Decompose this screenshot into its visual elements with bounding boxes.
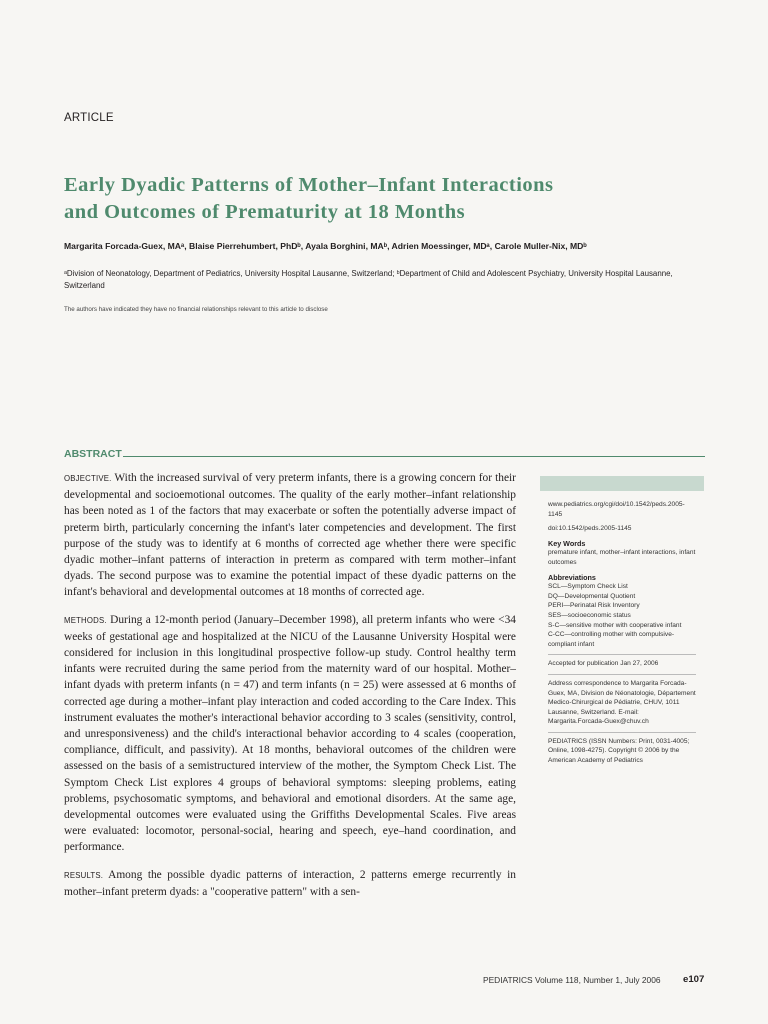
abbreviations-list xyxy=(548,582,696,649)
sidebar-content xyxy=(540,491,704,766)
affiliations: ᵃDivision of Neonatology, Department of Pediatrics, University Hospital Lausanne, Switzerland; ᵇDepartment of Child and Adolescent Psychiatry, University Hospital Lausanne, Switzerland xyxy=(64,269,673,290)
sidebar-band xyxy=(540,476,704,491)
abbreviation-item: C-CC—controlling mother with compulsive-compliant infant xyxy=(548,631,675,648)
results-paragraph xyxy=(64,867,516,900)
objective-paragraph xyxy=(64,470,516,601)
sidebar-divider xyxy=(548,674,696,675)
keywords: premature infant, mother–infant interactions, infant outcomes xyxy=(548,549,696,566)
abstract-heading: ABSTRACT xyxy=(64,448,122,460)
article-type-label: ARTICLE xyxy=(64,112,114,124)
objective-lead: OBJECTIVE. xyxy=(64,474,112,483)
abbreviation-item: SES—socioeconomic status xyxy=(548,611,631,619)
abbreviation-item: PERI—Perinatal Risk Inventory xyxy=(548,602,640,610)
abbreviation-item: SCL—Symptom Check List xyxy=(548,583,628,591)
sidebar-box xyxy=(540,476,704,771)
sidebar-divider xyxy=(548,732,696,733)
page-number: e107 xyxy=(683,974,705,985)
methods-text: During a 12-month period (January–December 1998), all preterm infants who were <34 weeks of gestational age and hospitalized at the NICU of the Lausanne University Hospital were considered for inclusion in this longitudinal prospective follow-up study. Control healthy term infants were recruited during the same period from the maternity ward of our hospital. Mother–infant dyads with preterm infants (n = 47) and term infants (n = 25) were assessed at 6 months of corrected age during a mother–infant play interaction and coded according to the Care Index. This instrument evaluates the mother's interactional behavior according to 3 scales (sensitivity, control, and unresponsiveness) and the child's interactional behavior according to 4 scales (cooperation, compliance, difficult, and passivity). At 18 months, behavioral outcomes of the children were assessed on the basis of a semistructured interview of the mother, the Symptom Check List. The Symptom Check List explores 4 groups of behavioral symptoms: sleeping problems, eating problems, psychosomatic symptoms, and behavioral and emotional disorders. At the same age, developmental outcomes were evaluated using the Griffiths Developmental Scales. Five areas were evaluated: locomotor, personal-social, hearing and speech, eye–hand coordination, and performance. xyxy=(64,613,516,854)
title-line-1: Early Dyadic Patterns of Mother–Infant Interactions xyxy=(64,174,554,196)
sidebar-divider xyxy=(548,654,696,655)
objective-text: With the increased survival of very preterm infants, there is a growing concern for their developmental and socioemotional outcomes. The quality of the early mother–infant relationship has been noted as 1 of the factors that may exacerbate or soften the potentially adverse impact of preterm birth, particularly concerning the infant's later competencies and development. The first purpose of the study was to identify at 6 months of corrected age whether there were specific dyadic mother–infant patterns of interaction in preterm as compared with term mother–infant dyads. The second purpose was to examine the potential impact of these dyadic patterns on the infant's behavioral and developmental outcomes at 18 months of corrected age. xyxy=(64,472,516,599)
abstract-rule xyxy=(123,456,705,457)
journal-footer: PEDIATRICS Volume 118, Number 1, July 2006 xyxy=(483,975,661,985)
abbreviations-heading: Abbreviations xyxy=(548,572,596,582)
methods-lead: METHODS. xyxy=(64,615,107,625)
article-url[interactable]: www.pediatrics.org/cgi/doi/10.1542/peds.2005-1145 xyxy=(548,501,685,518)
results-lead: RESULTS. xyxy=(64,870,104,880)
methods-paragraph xyxy=(64,612,516,856)
abbreviation-item: DQ—Developmental Quotient xyxy=(548,592,636,600)
author-list: Margarita Forcada-Guex, MAᵃ, Blaise Pierrehumbert, PhDᵇ, Ayala Borghini, MAᵇ, Adrien Moessinger, MDᵃ, Carole Muller-Nix, MDᵇ xyxy=(64,241,587,251)
title-line-2: and Outcomes of Prematurity at 18 Months xyxy=(64,201,466,223)
abstract-body xyxy=(64,470,516,911)
article-title xyxy=(64,172,714,226)
results-text: Among the possible dyadic patterns of interaction, 2 patterns emerge recurrently in mother–infant preterm dyads: a "cooperative pattern" with a sen- xyxy=(64,868,517,898)
issn-copyright: PEDIATRICS (ISSN Numbers: Print, 0031-4005; Online, 1098-4275). Copyright © 2006 by the American Academy of Pediatrics xyxy=(548,737,690,765)
accepted-date: Accepted for publication Jan 27, 2006 xyxy=(548,660,659,668)
article-doi: doi:10.1542/peds.2005-1145 xyxy=(548,525,632,533)
abbreviation-item: S-C—sensitive mother with cooperative infant xyxy=(548,621,682,629)
financial-disclosure: The authors have indicated they have no financial relationships relevant to this article to disclose xyxy=(64,306,328,313)
keywords-heading: Key Words xyxy=(548,538,586,548)
correspondence: Address correspondence to Margarita Forcada-Guex, MA, Division de Néonatologie, Département Medico-Chirurgical de Pédiatrie, CHUV, 1011 Lausanne, Switzerland. E-mail: Margarita.Forcada-Guex@chuv.ch xyxy=(548,679,696,726)
